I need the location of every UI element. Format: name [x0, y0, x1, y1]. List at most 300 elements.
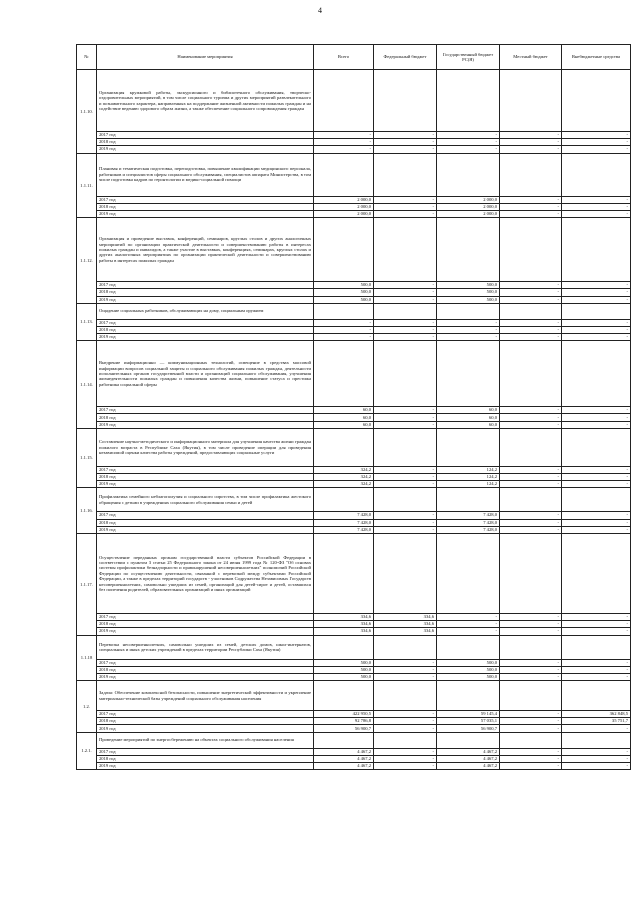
federal-value: -: [374, 666, 437, 673]
local-value: -: [500, 203, 562, 210]
table-row: [77, 673, 631, 680]
empty-cell: [374, 533, 437, 613]
year-label: 2018 год: [97, 718, 314, 725]
table-row: [77, 282, 631, 289]
total-value: 60,0: [314, 414, 374, 421]
extrabudget-value: -: [562, 725, 631, 732]
extrabudget-value: -: [562, 474, 631, 481]
empty-cell: [374, 635, 437, 659]
measure-number: 1.1.14.: [77, 341, 97, 429]
state-value: -: [437, 621, 500, 628]
column-header-local: Местный бюджет: [500, 45, 562, 70]
federal-value: -: [374, 203, 437, 210]
federal-value: -: [374, 659, 437, 666]
table-row: [77, 512, 631, 519]
year-label: 2018 год: [97, 203, 314, 210]
state-value: 2 000,0: [437, 196, 500, 203]
federal-value: -: [374, 132, 437, 139]
total-value: -: [314, 326, 374, 333]
measure-number: 1.1.16.: [77, 488, 97, 534]
table-row: [77, 146, 631, 153]
total-value: 324,2: [314, 474, 374, 481]
local-value: -: [500, 621, 562, 628]
year-label: 2019 год: [97, 146, 314, 153]
empty-cell: [437, 153, 500, 196]
table-row: [77, 711, 631, 718]
federal-value: -: [374, 673, 437, 680]
empty-cell: [374, 732, 437, 748]
local-value: -: [500, 296, 562, 303]
local-value: -: [500, 613, 562, 620]
empty-cell: [437, 341, 500, 407]
state-value: 60,0: [437, 407, 500, 414]
local-value: -: [500, 132, 562, 139]
state-value: -: [437, 146, 500, 153]
federal-value: -: [374, 526, 437, 533]
table-row: [77, 725, 631, 732]
page-number: 4: [318, 6, 322, 15]
total-value: 60,0: [314, 421, 374, 428]
table-row: [77, 132, 631, 139]
measure-number: 1.1.18: [77, 635, 97, 681]
empty-cell: [437, 488, 500, 512]
state-value: 124,2: [437, 474, 500, 481]
column-header-number: №: [77, 45, 97, 70]
table-row: [77, 659, 631, 666]
state-value: 500,0: [437, 666, 500, 673]
total-value: 4 467,2: [314, 748, 374, 755]
empty-cell: [562, 70, 631, 132]
extrabudget-value: -: [562, 414, 631, 421]
total-value: -: [314, 139, 374, 146]
total-value: 60,0: [314, 407, 374, 414]
extrabudget-value: -: [562, 673, 631, 680]
federal-value: -: [374, 711, 437, 718]
year-label: 2018 год: [97, 621, 314, 628]
empty-cell: [437, 218, 500, 282]
empty-cell: [314, 341, 374, 407]
empty-cell: [562, 635, 631, 659]
local-value: -: [500, 139, 562, 146]
extrabudget-value: -: [562, 519, 631, 526]
table-row: [77, 613, 631, 620]
local-value: -: [500, 711, 562, 718]
local-value: -: [500, 210, 562, 217]
federal-value: -: [374, 519, 437, 526]
year-label: 2018 год: [97, 139, 314, 146]
federal-value: -: [374, 407, 437, 414]
federal-value: 334,6: [374, 621, 437, 628]
table-row: [77, 763, 631, 770]
state-value: 500,0: [437, 296, 500, 303]
empty-cell: [374, 488, 437, 512]
extrabudget-value: -: [562, 282, 631, 289]
empty-cell: [500, 428, 562, 466]
year-label: 2017 год: [97, 319, 314, 326]
local-value: -: [500, 725, 562, 732]
extrabudget-value: -: [562, 755, 631, 762]
federal-value: -: [374, 421, 437, 428]
local-value: -: [500, 763, 562, 770]
state-value: 4 467,2: [437, 748, 500, 755]
empty-cell: [500, 303, 562, 319]
empty-cell: [437, 635, 500, 659]
federal-value: -: [374, 755, 437, 762]
extrabudget-value: -: [562, 748, 631, 755]
table-row: [77, 621, 631, 628]
state-value: 56 900,7: [437, 725, 500, 732]
table-row: [77, 210, 631, 217]
measure-title-row: [77, 428, 631, 466]
local-value: -: [500, 146, 562, 153]
local-value: -: [500, 628, 562, 635]
extrabudget-value: -: [562, 613, 631, 620]
total-value: 2 000,0: [314, 203, 374, 210]
empty-cell: [500, 533, 562, 613]
extrabudget-value: -: [562, 319, 631, 326]
table-row: [77, 718, 631, 725]
measure-title-row: [77, 533, 631, 613]
total-value: 334,6: [314, 613, 374, 620]
total-value: 324,2: [314, 466, 374, 473]
empty-cell: [374, 681, 437, 711]
measure-number: 1.1.17.: [77, 533, 97, 635]
empty-cell: [500, 153, 562, 196]
state-value: 4 467,2: [437, 755, 500, 762]
extrabudget-value: -: [562, 466, 631, 473]
empty-cell: [437, 70, 500, 132]
extrabudget-value: -: [562, 421, 631, 428]
state-value: -: [437, 132, 500, 139]
empty-cell: [562, 218, 631, 282]
empty-cell: [500, 681, 562, 711]
state-value: 60,0: [437, 414, 500, 421]
local-value: -: [500, 326, 562, 333]
extrabudget-value: -: [562, 203, 631, 210]
total-value: 500,0: [314, 673, 374, 680]
total-value: 500,0: [314, 282, 374, 289]
empty-cell: [374, 218, 437, 282]
total-value: 500,0: [314, 666, 374, 673]
extrabudget-value: -: [562, 326, 631, 333]
table-row: [77, 334, 631, 341]
empty-cell: [314, 218, 374, 282]
state-value: -: [437, 139, 500, 146]
year-label: 2018 год: [97, 414, 314, 421]
year-label: 2017 год: [97, 613, 314, 620]
federal-value: -: [374, 474, 437, 481]
measure-title: Задача: Обеспечение комплексной безопасности, повышение энергетической эффективности и укрепление материально-технической базы учреждений социального обслуживания населения: [97, 681, 314, 711]
local-value: -: [500, 466, 562, 473]
table-row: [77, 755, 631, 762]
empty-cell: [500, 341, 562, 407]
extrabudget-value: 35 751,7: [562, 718, 631, 725]
extrabudget-value: -: [562, 196, 631, 203]
empty-cell: [374, 428, 437, 466]
state-value: 7 428,0: [437, 526, 500, 533]
extrabudget-value: -: [562, 296, 631, 303]
federal-value: -: [374, 296, 437, 303]
empty-cell: [562, 341, 631, 407]
empty-cell: [374, 341, 437, 407]
local-value: -: [500, 718, 562, 725]
total-value: -: [314, 132, 374, 139]
measure-title: Ощадение социальных работников, обслуживающих на дому, социальным оружием: [97, 303, 314, 319]
table-body: [77, 70, 631, 770]
federal-value: -: [374, 481, 437, 488]
empty-cell: [374, 303, 437, 319]
empty-cell: [500, 218, 562, 282]
total-value: 4 467,2: [314, 755, 374, 762]
state-value: -: [437, 334, 500, 341]
table-row: [77, 407, 631, 414]
empty-cell: [314, 70, 374, 132]
total-value: -: [314, 319, 374, 326]
total-value: 500,0: [314, 296, 374, 303]
empty-cell: [437, 533, 500, 613]
federal-value: -: [374, 466, 437, 473]
empty-cell: [562, 732, 631, 748]
total-value: 500,0: [314, 659, 374, 666]
measure-title-row: [77, 681, 631, 711]
federal-value: -: [374, 139, 437, 146]
year-label: 2018 год: [97, 519, 314, 526]
total-value: -: [314, 334, 374, 341]
column-header-total: Всего: [314, 45, 374, 70]
extrabudget-value: -: [562, 146, 631, 153]
empty-cell: [562, 488, 631, 512]
state-value: 2 000,0: [437, 203, 500, 210]
measure-title-row: [77, 303, 631, 319]
extrabudget-value: -: [562, 407, 631, 414]
measure-number: 1.1.12.: [77, 218, 97, 304]
empty-cell: [437, 303, 500, 319]
federal-value: -: [374, 196, 437, 203]
table-row: [77, 421, 631, 428]
measure-title-row: [77, 218, 631, 282]
empty-cell: [437, 428, 500, 466]
local-value: -: [500, 673, 562, 680]
local-value: -: [500, 407, 562, 414]
empty-cell: [314, 533, 374, 613]
year-label: 2017 год: [97, 748, 314, 755]
empty-cell: [437, 732, 500, 748]
table-row: [77, 203, 631, 210]
extrabudget-value: -: [562, 512, 631, 519]
year-label: 2018 год: [97, 289, 314, 296]
federal-value: -: [374, 725, 437, 732]
empty-cell: [314, 681, 374, 711]
state-value: -: [437, 326, 500, 333]
table-row: [77, 296, 631, 303]
federal-value: -: [374, 414, 437, 421]
state-value: -: [437, 319, 500, 326]
empty-cell: [374, 70, 437, 132]
measure-title: Организация и проведение выставок, конференций, семинаров, круглых столов и других аналогичных мероприятий по организации практической деятельности и совершенствованию работы в интересах пожилых граждан и инвалидов, а также участие в выставках, конференциях, семинарах, круглых столах и других аналогичных мероприятиях по организации практической деятельности и совершенствованию работы в интересах пожилых граждан: [97, 218, 314, 282]
empty-cell: [314, 488, 374, 512]
total-value: 7 428,0: [314, 519, 374, 526]
total-value: 422 950,5: [314, 711, 374, 718]
table-row: [77, 139, 631, 146]
empty-cell: [500, 732, 562, 748]
state-value: 4 467,2: [437, 763, 500, 770]
year-label: 2017 год: [97, 132, 314, 139]
local-value: -: [500, 334, 562, 341]
state-value: 500,0: [437, 282, 500, 289]
local-value: -: [500, 755, 562, 762]
measure-title: Внедрение информационно — коммуникационных технологий, освещение в средствах массовой информации вопросов социальной защиты и социального обслуживания пожилых граждан, деятельности исполнительных органов государственной власти и организаций социального обслуживания, улучшения жизнедеятельности пожилых граждан и повышения качества жизни, повышение статуса и престижа работника социальной сферы: [97, 341, 314, 407]
extrabudget-value: -: [562, 132, 631, 139]
extrabudget-value: -: [562, 763, 631, 770]
year-label: 2017 год: [97, 282, 314, 289]
year-label: 2019 год: [97, 763, 314, 770]
year-label: 2018 год: [97, 666, 314, 673]
federal-value: -: [374, 282, 437, 289]
empty-cell: [562, 681, 631, 711]
empty-cell: [314, 428, 374, 466]
extrabudget-value: -: [562, 628, 631, 635]
federal-value: 334,6: [374, 613, 437, 620]
federal-value: -: [374, 512, 437, 519]
measure-number: 1.1.15.: [77, 428, 97, 488]
federal-value: -: [374, 146, 437, 153]
year-label: 2019 год: [97, 725, 314, 732]
table-row: [77, 466, 631, 473]
local-value: -: [500, 512, 562, 519]
year-label: 2019 год: [97, 421, 314, 428]
table-row: [77, 628, 631, 635]
local-value: -: [500, 519, 562, 526]
table-row: [77, 526, 631, 533]
total-value: 7 428,0: [314, 526, 374, 533]
empty-cell: [500, 70, 562, 132]
measure-number: 1.2.: [77, 681, 97, 733]
federal-value: -: [374, 748, 437, 755]
empty-cell: [500, 635, 562, 659]
federal-value: -: [374, 326, 437, 333]
empty-cell: [562, 428, 631, 466]
measure-title: Проведение мероприятий по энергосбережению на объектах социального обслуживания населения: [97, 732, 314, 748]
measure-title: Профилактика семейного неблагополучия и социального сиротства, в том числе профилактика жестокого обращения с детьми в учреждениях социального обслуживания семьи и детей: [97, 488, 314, 512]
year-label: 2019 год: [97, 481, 314, 488]
empty-cell: [314, 153, 374, 196]
measure-number: 1.1.10.: [77, 70, 97, 154]
column-header-state: Государственный бюджет РС(Я): [437, 45, 500, 70]
measure-title-row: [77, 341, 631, 407]
state-value: 7 428,0: [437, 519, 500, 526]
year-label: 2018 год: [97, 755, 314, 762]
state-value: 57 035,1: [437, 718, 500, 725]
table-row: [77, 474, 631, 481]
local-value: -: [500, 289, 562, 296]
year-label: 2019 год: [97, 334, 314, 341]
year-label: 2019 год: [97, 210, 314, 217]
local-value: -: [500, 659, 562, 666]
federal-value: -: [374, 210, 437, 217]
local-value: -: [500, 414, 562, 421]
local-value: -: [500, 421, 562, 428]
measure-title: Осуществление переданных органам государственной власти субъектов Российской Федерации в соответствии с пунктом 3 статьи 25 Федерального закона от 24 июня 1999 года № 120-ФЗ "Об основах системы профилактики безнадзорности и правонарушений несовершеннолетних" полномочий Российской Федерации по осуществлению деятельности, связанной с перевозкой между субъектами Российской Федерации, а также в пределах территорий государств - участников Содружества Независимых Государств несовершеннолетних, самовольно ушедших из семей, организаций для детей-сирот и детей, оставшихся без попечения родителей, образовательных организаций и иных организаций: [97, 533, 314, 613]
extrabudget-value: -: [562, 289, 631, 296]
year-label: 2019 год: [97, 296, 314, 303]
total-value: 2 000,0: [314, 210, 374, 217]
measure-number: 1.2.1.: [77, 732, 97, 770]
local-value: -: [500, 666, 562, 673]
state-value: 124,2: [437, 466, 500, 473]
year-label: 2019 год: [97, 628, 314, 635]
table-row: [77, 414, 631, 421]
measure-number: 1.1.11.: [77, 153, 97, 218]
extrabudget-value: -: [562, 526, 631, 533]
year-label: 2019 год: [97, 673, 314, 680]
federal-value: -: [374, 319, 437, 326]
measure-title: Организация кружковой работы, экскурсионного и библиотечного обслуживания, творческо-оздоровительных мероприятий, в том числе социального туризма и других мероприятий развлекательного и познавательного характера, направленных на поддержание жизненной активности пожилых граждан и на содействие ведению здорового образа жизни, а также обеспечение социального сопровождения граждан: [97, 70, 314, 132]
extrabudget-value: -: [562, 210, 631, 217]
measure-title-row: [77, 153, 631, 196]
total-value: 324,2: [314, 481, 374, 488]
state-value: 2 000,0: [437, 210, 500, 217]
federal-value: -: [374, 289, 437, 296]
measure-title-row: [77, 70, 631, 132]
extrabudget-value: -: [562, 139, 631, 146]
table-row: [77, 289, 631, 296]
empty-cell: [314, 635, 374, 659]
local-value: -: [500, 282, 562, 289]
extrabudget-value: -: [562, 659, 631, 666]
total-value: 500,0: [314, 289, 374, 296]
empty-cell: [314, 732, 374, 748]
measure-title: Плановая и тематическая подготовка, переподготовка, повышение квалификации медицинского персонала, работников и специалистов сферы социального обслуживания, специалистов аппарата Министерства, в том числе подготовка кадров по геронтологии и медико-социальной помощи: [97, 153, 314, 196]
federal-value: -: [374, 334, 437, 341]
local-value: -: [500, 474, 562, 481]
extrabudget-value: -: [562, 666, 631, 673]
column-header-name: Наименование мероприятия: [97, 45, 314, 70]
total-value: -: [314, 146, 374, 153]
state-value: 500,0: [437, 673, 500, 680]
year-label: 2018 год: [97, 326, 314, 333]
measure-title-row: [77, 488, 631, 512]
state-value: -: [437, 628, 500, 635]
measure-title-row: [77, 635, 631, 659]
table-row: [77, 326, 631, 333]
state-value: 60,0: [437, 421, 500, 428]
local-value: -: [500, 196, 562, 203]
year-label: 2017 год: [97, 407, 314, 414]
table-row: [77, 481, 631, 488]
total-value: 2 000,0: [314, 196, 374, 203]
total-value: 4 467,2: [314, 763, 374, 770]
year-label: 2017 год: [97, 711, 314, 718]
table-header-row: [77, 45, 631, 70]
table-row: [77, 748, 631, 755]
empty-cell: [500, 488, 562, 512]
column-header-federal: Федеральный бюджет: [374, 45, 437, 70]
empty-cell: [314, 303, 374, 319]
local-value: -: [500, 526, 562, 533]
federal-value: -: [374, 718, 437, 725]
year-label: 2017 год: [97, 466, 314, 473]
extrabudget-value: -: [562, 334, 631, 341]
year-label: 2018 год: [97, 474, 314, 481]
measures-table: [76, 44, 631, 770]
table-row: [77, 196, 631, 203]
total-value: 92 786,8: [314, 718, 374, 725]
table-row: [77, 519, 631, 526]
measure-number: 1.1.13.: [77, 303, 97, 341]
local-value: -: [500, 748, 562, 755]
extrabudget-value: -: [562, 621, 631, 628]
state-value: 124,2: [437, 481, 500, 488]
